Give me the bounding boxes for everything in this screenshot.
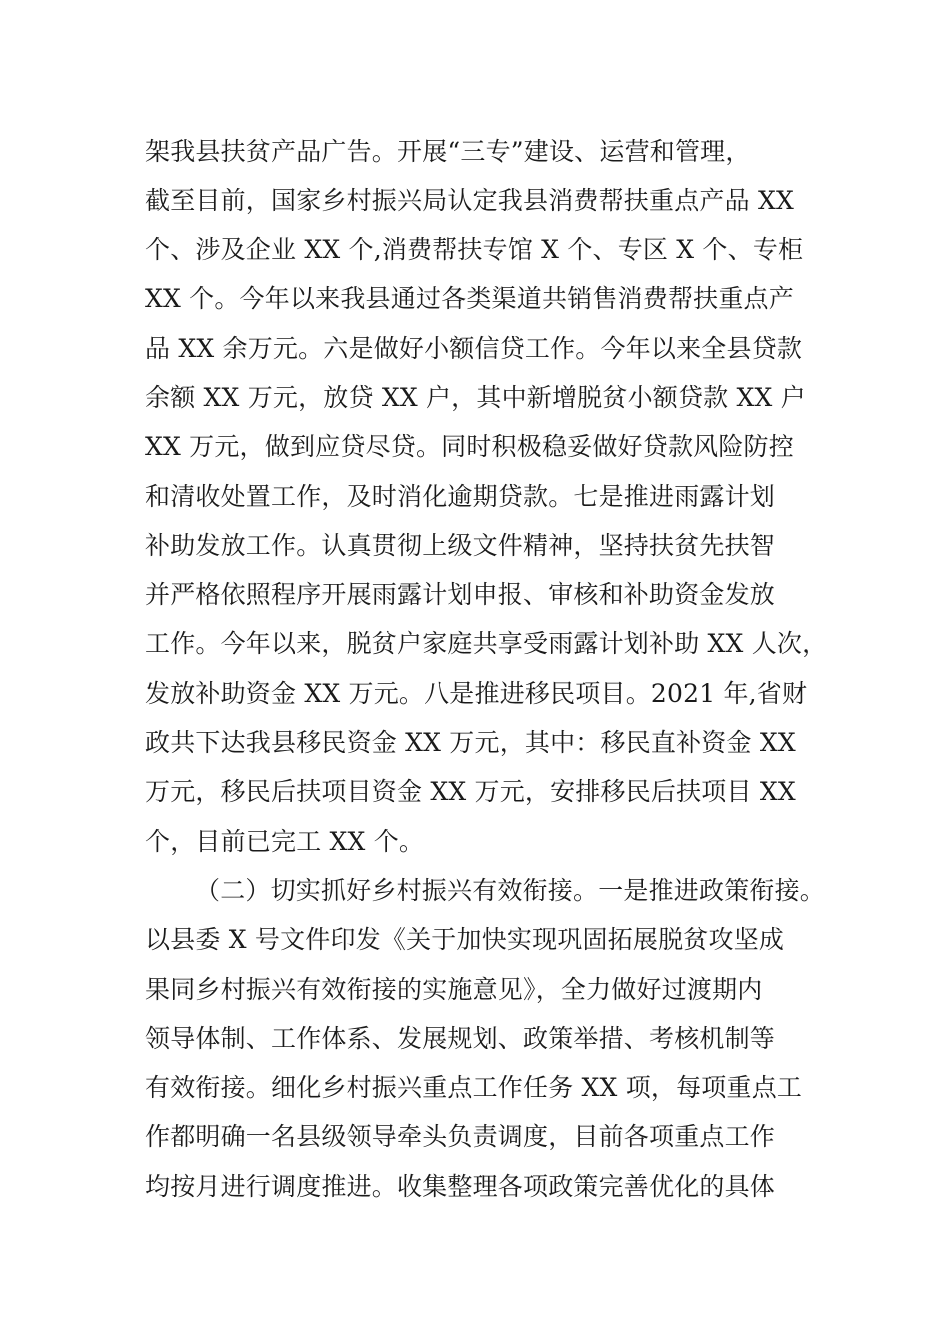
text-line: 个、涉及企业 XX 个,消费帮扶专馆 X 个、专区 X 个、专柜: [145, 235, 804, 264]
text-line: 发放补助资金 XX 万元。八是推进移民项目。2021 年,省财: [145, 679, 808, 708]
text-line: 果同乡村振兴有效衔接的实施意见》，全力做好过渡期内: [145, 975, 763, 1004]
text-line: 以县委 X 号文件印发《关于加快实现巩固拓展脱贫攻坚成: [145, 925, 785, 954]
text-line: 有效衔接。细化乡村振兴重点工作任务 XX 项，每项重点工: [145, 1073, 803, 1102]
section-heading-line: （二）切实抓好乡村振兴有效衔接。一是推进政策衔接。: [195, 876, 826, 905]
text-line: 架我县扶贫产品广告。开展“三专”建设、运营和管理，: [145, 137, 751, 166]
text-line: 截至目前，国家乡村振兴局认定我县消费帮扶重点产品 XX: [145, 186, 794, 215]
text-line: 万元，移民后扶项目资金 XX 万元，安排移民后扶项目 XX: [145, 777, 796, 806]
text-line: 作都明确一名县级领导牵头负责调度，目前各项重点工作: [145, 1122, 776, 1151]
text-line: 领导体制、工作体系、发展规划、政策举措、考核机制等: [145, 1024, 776, 1053]
text-line: 和清收处置工作，及时消化逾期贷款。七是推进雨露计划: [145, 482, 776, 511]
text-line: 品 XX 余万元。六是做好小额信贷工作。今年以来全县贷款: [145, 334, 803, 363]
text-line: 补助发放工作。认真贯彻上级文件精神，坚持扶贫先扶智: [145, 531, 776, 560]
text-line: 个，目前已完工 XX 个。: [145, 827, 425, 856]
text-line: XX 万元，做到应贷尽贷。同时积极稳妥做好贷款风险防控: [145, 432, 794, 461]
text-line: 政共下达我县移民资金 XX 万元，其中：移民直补资金 XX: [145, 728, 796, 757]
text-line: XX 个。今年以来我县通过各类渠道共销售消费帮扶重点产: [145, 284, 794, 313]
text-line: 均按月进行调度推进。收集整理各项政策完善优化的具体: [145, 1172, 776, 1201]
text-line: 并严格依照程序开展雨露计划申报、审核和补助资金发放: [145, 580, 776, 609]
text-line: 余额 XX 万元，放贷 XX 户，其中新增脱贫小额贷款 XX 户: [145, 383, 806, 412]
text-line: 工作。今年以来，脱贫户家庭共享受雨露计划补助 XX 人次，: [145, 629, 828, 658]
